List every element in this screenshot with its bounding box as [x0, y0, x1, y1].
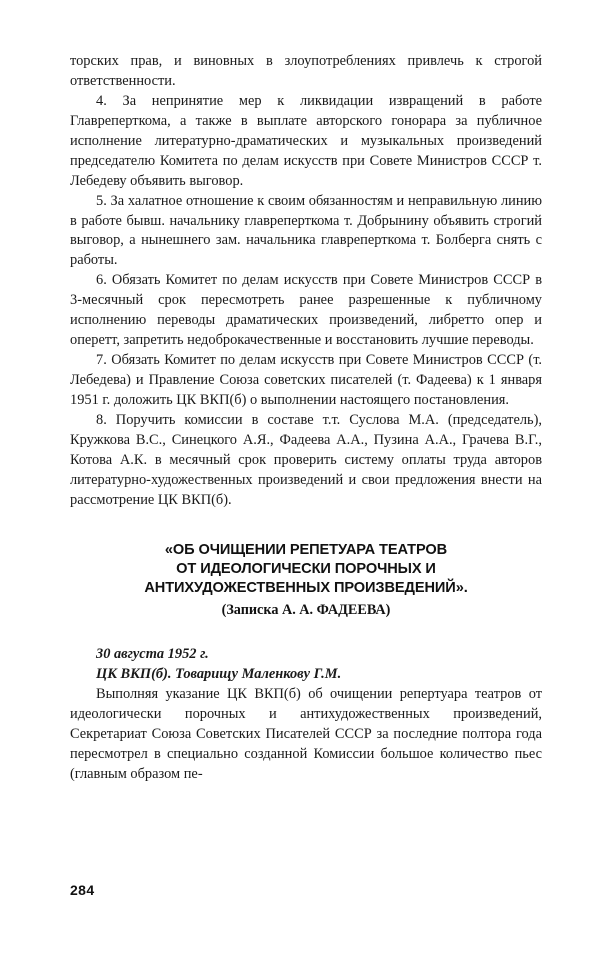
paragraph-item-4: 4. За непринятие мер к ликвидации извращений в работе Главреперткома, а также в выплате авторского гонорара за публичное исполнение литературно-драматических и музыкальных произведений председателю Комитета по делам искусств при Совете Министров СССР т. Лебедеву объявить выговор. [70, 92, 542, 189]
section-heading-line-3: АНТИХУДОЖЕСТВЕННЫХ ПРОИЗВЕДЕНИЙ». [144, 579, 468, 596]
bottom-text-block [70, 685, 542, 785]
paragraph-item-8: 8. Поручить комиссии в составе т.т. Суслова М.А. (председатель), Кружкова В.С., Синецкого А.Я., Фадеева А.А., Пузина А.А., Грачева В.Г., Котова А.К. в месячный срок проверить систему оплаты труда авторов литературно-художественных произведений и свои предложения внести на рассмотрение ЦК ВКП(б). [70, 411, 542, 508]
paragraph-letter-body: Выполняя указание ЦК ВКП(б) об очищении репертуара театров от идеологически порочных и антихудожественных произведений, Секретариат Союза Советских Писателей СССР за последние полтора года пересмотрел в специально созданной Комиссии большое количество пьес (главным образом пе- [70, 686, 542, 783]
paragraph-item-7: 7. Обязать Комитет по делам искусств при Совете Министров СССР (т. Лебедева) и Правление Союза советских писателей (т. Фадеева) к 1 января 1951 г. доложить ЦК ВКП(б) о выполнении настоящего постановления. [70, 352, 542, 408]
paragraph-item-6: 6. Обязать Комитет по делам искусств при Совете Министров СССР в 3-месячный срок пересмотреть ранее разрешенные к публичному исполнению переводы драматических произведений, либретто опер и оперетт, запретить недоброкачественные и восстановить лучшие переводы. [70, 272, 542, 349]
letter-meta [70, 645, 542, 685]
letter-date: 30 августа 1952 г. [96, 646, 209, 663]
paragraph-item-5: 5. За халатное отношение к своим обязанностям и неправильную линию в работе бывш. начальнику главреперткома т. Добрынину объявить строгий выговор, а нынешнего зам. начальника главреперткома т. Болберга снять с работы. [70, 192, 542, 269]
section-heading-line-1: «ОБ ОЧИЩЕНИИ РЕПЕТУАРА ТЕАТРОВ [164, 541, 448, 558]
paragraph-continuation: торских прав, и виновных в злоупотреблениях привлечь к строгой ответственности. [70, 53, 542, 89]
page-number: 284 [70, 882, 95, 898]
section-heading-line-2: ОТ ИДЕОЛОГИЧЕСКИ ПОРОЧНЫХ И [176, 560, 436, 577]
top-text-block [70, 52, 542, 511]
section-heading [70, 541, 542, 620]
section-heading-subtitle: (Записка А. А. ФАДЕЕВА) [221, 602, 391, 619]
letter-addressee: ЦК ВКП(б). Товарищу Маленкову Г.М. [96, 666, 342, 683]
